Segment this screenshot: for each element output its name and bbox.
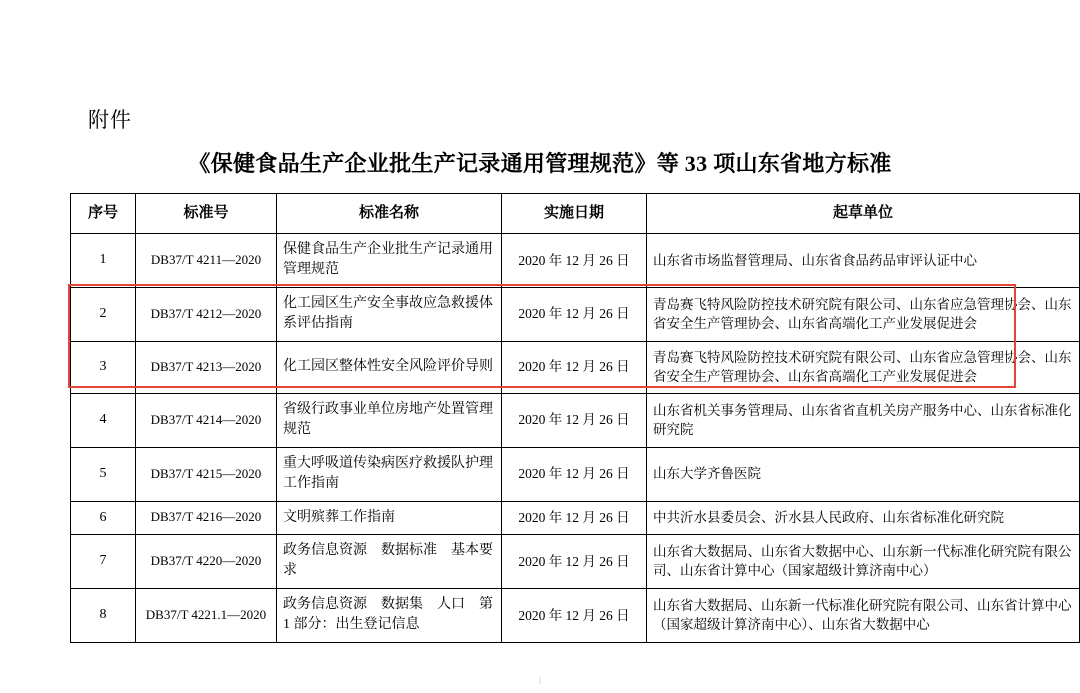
cell-name: 政务信息资源 数据标准 基本要求 (277, 535, 502, 589)
cell-code: DB37/T 4212—2020 (136, 288, 277, 342)
table-body (71, 234, 1080, 643)
cell-date: 2020 年 12 月 26 日 (502, 501, 647, 535)
cell-org: 山东省机关事务管理局、山东省省直机关房产服务中心、山东省标准化研究院 (647, 394, 1080, 448)
cell-org: 青岛赛飞特风险防控技术研究院有限公司、山东省应急管理协会、山东省安全生产管理协会、山东省高端化工产业发展促进会 (647, 288, 1080, 342)
column-header-code: 标准号 (136, 194, 277, 234)
cell-no: 7 (71, 535, 136, 589)
table-row (71, 234, 1080, 288)
standards-table (70, 193, 1080, 643)
column-header-no: 序号 (71, 194, 136, 234)
column-header-date: 实施日期 (502, 194, 647, 234)
table-row (71, 501, 1080, 535)
cell-date: 2020 年 12 月 26 日 (502, 394, 647, 448)
cell-no: 2 (71, 288, 136, 342)
cell-org: 山东大学齐鲁医院 (647, 447, 1080, 501)
cell-name: 化工园区整体性安全风险评价导则 (277, 341, 502, 393)
column-header-org: 起草单位 (647, 194, 1080, 234)
cell-date: 2020 年 12 月 26 日 (502, 234, 647, 288)
cell-name: 重大呼吸道传染病医疗救援队护理工作指南 (277, 447, 502, 501)
cell-code: DB37/T 4211—2020 (136, 234, 277, 288)
attachment-label: 附件 (88, 108, 132, 132)
cell-no: 6 (71, 501, 136, 535)
cell-name: 化工园区生产安全事故应急救援体系评估指南 (277, 288, 502, 342)
cell-code: DB37/T 4220—2020 (136, 535, 277, 589)
cell-date: 2020 年 12 月 26 日 (502, 288, 647, 342)
cell-date: 2020 年 12 月 26 日 (502, 589, 647, 643)
cell-no: 1 (71, 234, 136, 288)
cell-org: 山东省大数据局、山东新一代标准化研究院有限公司、山东省计算中心（国家超级计算济南中心）、山东省大数据中心 (647, 589, 1080, 643)
cell-no: 5 (71, 447, 136, 501)
table-row (71, 288, 1080, 342)
column-header-name: 标准名称 (277, 194, 502, 234)
cell-code: DB37/T 4213—2020 (136, 341, 277, 393)
cell-name: 保健食品生产企业批生产记录通用管理规范 (277, 234, 502, 288)
cell-code: DB37/T 4215—2020 (136, 447, 277, 501)
cell-org: 中共沂水县委员会、沂水县人民政府、山东省标准化研究院 (647, 501, 1080, 535)
table-row (71, 535, 1080, 589)
cell-org: 青岛赛飞特风险防控技术研究院有限公司、山东省应急管理协会、山东省安全生产管理协会、山东省高端化工产业发展促进会 (647, 341, 1080, 393)
cell-name: 政务信息资源 数据集 人口 第 1 部分：出生登记信息 (277, 589, 502, 643)
cell-org: 山东省市场监督管理局、山东省食品药品审评认证中心 (647, 234, 1080, 288)
table-row (71, 589, 1080, 643)
cell-name: 省级行政事业单位房地产处置管理规范 (277, 394, 502, 448)
table-row (71, 394, 1080, 448)
cell-date: 2020 年 12 月 26 日 (502, 535, 647, 589)
table-row (71, 447, 1080, 501)
cell-date: 2020 年 12 月 26 日 (502, 447, 647, 501)
page-title: 《保健食品生产企业批生产记录通用管理规范》等 33 项山东省地方标准 (188, 151, 892, 176)
cell-code: DB37/T 4214—2020 (136, 394, 277, 448)
page-number: 1 (537, 675, 543, 687)
table-header-row (71, 194, 1080, 234)
cell-code: DB37/T 4221.1—2020 (136, 589, 277, 643)
cell-no: 3 (71, 341, 136, 393)
table-header (71, 194, 1080, 234)
cell-no: 4 (71, 394, 136, 448)
cell-org: 山东省大数据局、山东省大数据中心、山东新一代标准化研究院有限公司、山东省计算中心（国家超级计算济南中心） (647, 535, 1080, 589)
table-row (71, 341, 1080, 393)
standards-table-container (70, 193, 1072, 643)
cell-name: 文明殡葬工作指南 (277, 501, 502, 535)
cell-code: DB37/T 4216—2020 (136, 501, 277, 535)
cell-date: 2020 年 12 月 26 日 (502, 341, 647, 393)
cell-no: 8 (71, 589, 136, 643)
